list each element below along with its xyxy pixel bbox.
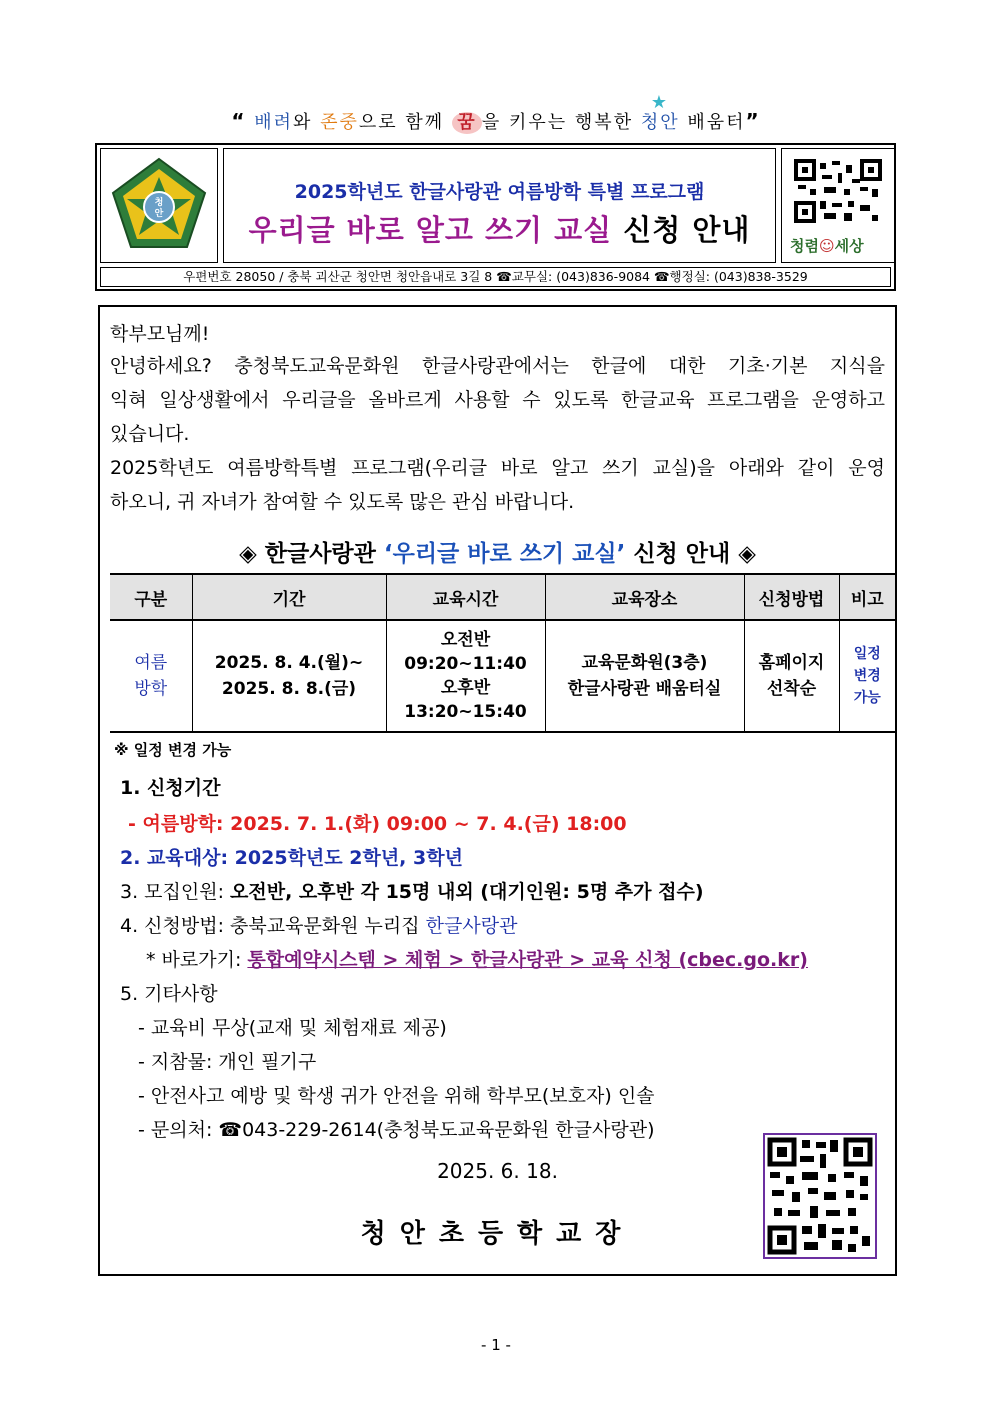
quote-close: ” [745,109,761,133]
cell-text: 가능 [853,690,881,706]
slogan-word: 으로 함께 [358,112,445,133]
cell-text: 13:20~15:40 [404,702,527,722]
smile-icon: ☺ [818,237,835,255]
motto-word: 청렴 [790,237,819,255]
document-title [224,208,775,249]
paragraph-line: 익혀 일상생활에서 우리글을 올바르게 사용할 수 있도록 한글교육 프로그램을 운영하고 [110,389,885,411]
slogan-word: 배움터 [687,112,746,133]
cell-category [110,620,192,732]
greeting: 학부모님께! [110,323,210,345]
issue-date: 2025. 6. 18. [437,1159,558,1183]
section-heading-suffix: 신청 안내 ◈ [625,541,756,567]
cell-text: 오전반 [440,630,491,650]
cell-period [192,620,386,732]
school-slogan [0,92,992,134]
item-value: 오전반, 오후반 각 15명 내외 (대기인원: 5명 추가 접수) [230,881,704,903]
cell-text: 일정 [853,646,881,662]
table-header: 교육시간 [386,574,545,620]
school-logo [100,148,218,263]
item-label: 4. 신청방법: 충북교육문화원 누리집 [120,915,426,937]
notice-body [98,305,897,1276]
slogan-word-school: 청안 [640,112,680,133]
quote-open: “ [231,109,247,133]
table-header: 기간 [192,574,386,620]
slogan-word-care: 배려 [254,112,293,133]
title-program-name: 우리글 바로 알고 쓰기 교실 [248,213,613,247]
slogan-word: 을 키우는 행복한 [481,112,634,133]
hangul-center-link[interactable]: 한글사랑관 [425,915,518,937]
slogan-word-dream: 꿈 [457,112,477,133]
cell-text: 09:20~11:40 [404,654,527,674]
table-header: 교육장소 [545,574,744,620]
cell-text: 한글사랑관 배움터실 [567,679,722,699]
item-shortcut [146,945,808,972]
item-misc-detail: - 교육비 무상(교재 및 체험재료 제공) [138,1017,447,1039]
cell-text: 2025. 8. 4.(월)~ [214,653,364,673]
cell-text: 홈페이지 [758,653,825,673]
table-header: 구분 [110,574,192,620]
section-heading-program: ‘우리글 바로 쓰기 교실’ [383,541,626,567]
table-header: 신청방법 [744,574,839,620]
principal-signature: 청안초등학교장 [360,1219,635,1249]
item-label: 3. 모집인원: [120,881,231,903]
schedule-change-notice: ※ 일정 변경 가능 [114,741,232,759]
program-schedule-table [110,573,895,733]
school-emblem-icon [101,149,217,262]
section-heading-prefix: ◈ 한글사랑관 [239,541,384,567]
qr-code-bottom[interactable] [763,1133,877,1259]
item-application-period: 1. 신청기간 [120,777,221,799]
table-header: 비고 [839,574,895,620]
item-capacity [120,877,704,904]
item-target: 2. 교육대상: 2025학년도 2학년, 3학년 [120,847,463,869]
paragraph-line: 하오니, 귀 자녀가 참여할 수 있도록 많은 관심 바랍니다. [110,491,575,513]
paragraph-line: 안녕하세요? 충청북도교육문화원 한글사랑관에서는 한글에 대한 기초·기본 지식을 [110,355,885,377]
star-icon: ★ [650,92,669,113]
integrity-motto [790,235,864,256]
motto-word: 세상 [834,237,864,255]
cell-text: 여름 [134,653,168,673]
svg-text:안: 안 [154,209,164,219]
qr-code-icon [766,1136,874,1256]
item-application-period-detail: - 여름방학: 2025. 7. 1.(화) 09:00 ~ 7. 4.(금) 18:00 [128,813,627,835]
item-label: * 바로가기: [146,949,248,971]
cell-time [386,620,545,732]
page-number: - 1 - [481,1336,511,1354]
school-address: 우편번호 28050 / 충북 괴산군 청안면 청안읍내로 3길 8 ☎교무실: (043)836-9084 ☎행정실: (043)838-3529 [100,267,891,287]
cell-text: 방학 [134,679,168,699]
title-suffix: 신청 안내 [612,213,751,247]
paragraph-line: 2025학년도 여름방학특별 프로그램(우리글 바로 알고 쓰기 교실)을 아래와 같이 운영 [110,457,885,479]
table-header-row [110,574,895,620]
cell-text: 교육문화원(3층) [581,653,708,673]
paragraph-line: 있습니다. [110,423,190,445]
item-misc-detail: - 안전사고 예방 및 학생 귀가 안전을 위해 학부모(보호자) 인솔 [138,1085,655,1107]
slogan-word: 와 [293,112,313,133]
cell-text: 2025. 8. 8.(금) [221,679,357,699]
table-row [110,620,895,732]
cell-place [545,620,744,732]
section-heading [100,535,895,568]
cell-text: 선착순 [766,679,817,699]
item-method [120,911,517,938]
cell-text: 오후반 [440,678,491,698]
item-misc: 5. 기타사항 [120,983,218,1005]
document-subtitle: 2025학년도 한글사랑관 여름방학 특별 프로그램 [294,181,705,203]
reservation-system-link[interactable]: 통합예약시스템 > 체험 > 한글사랑관 > 교육 신청 (cbec.go.kr) [247,949,808,971]
letterhead [95,143,896,291]
item-misc-detail: - 지참물: 개인 필기구 [138,1051,317,1073]
slogan-word-respect: 존중 [320,112,359,133]
cell-remarks [839,620,895,732]
qr-code-icon [794,159,882,223]
item-contact: - 문의처: ☎043-229-2614(충청북도교육문화원 한글사랑관) [138,1119,655,1141]
slogan-dream-heart-icon [452,112,482,134]
document-title-block [223,148,776,263]
svg-text:청: 청 [154,198,164,208]
cell-method [744,620,839,732]
qr-code-top[interactable] [781,148,895,263]
cell-text: 변경 [853,668,881,684]
